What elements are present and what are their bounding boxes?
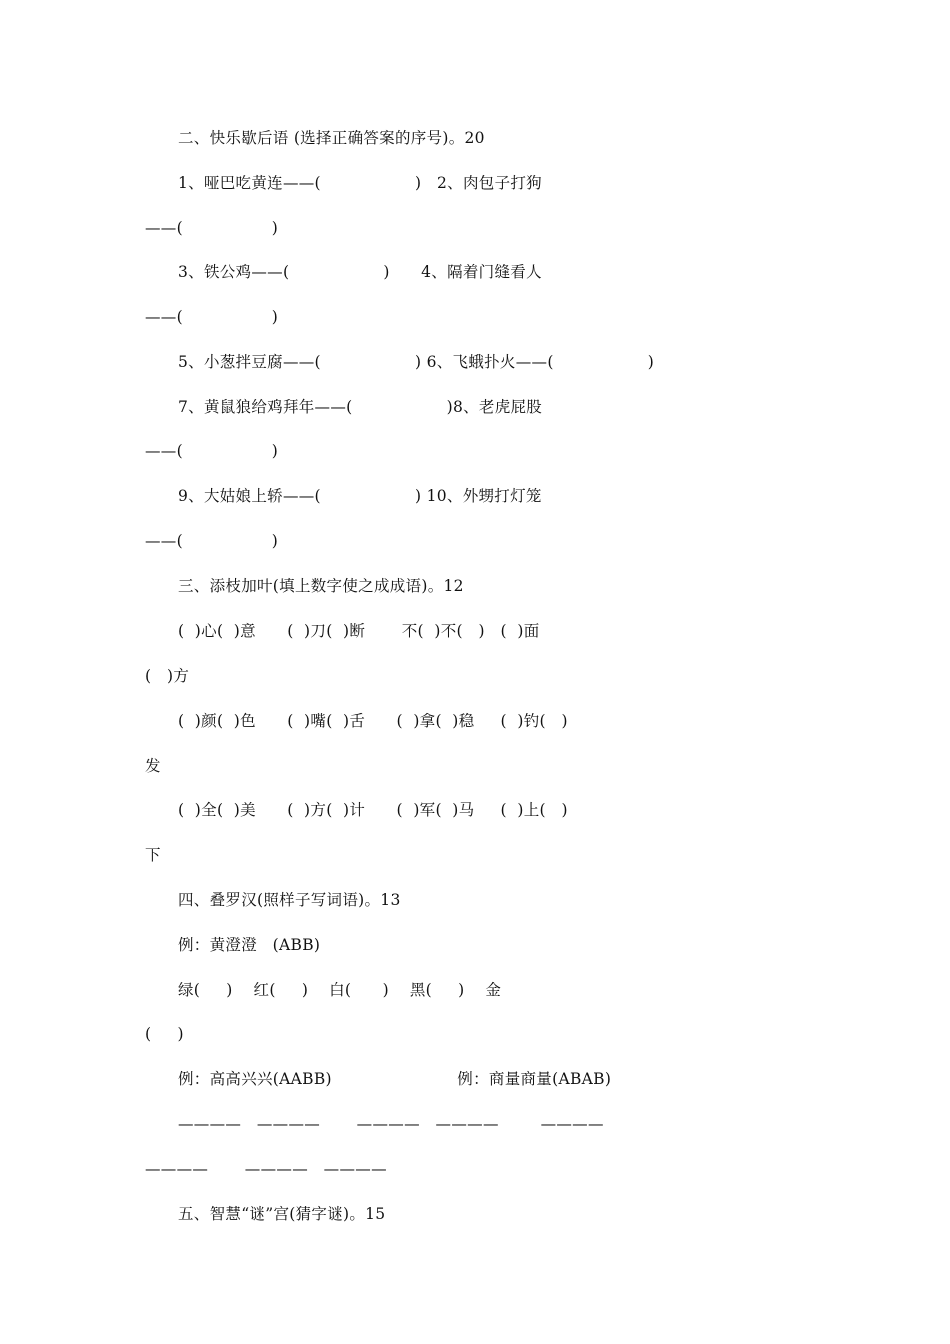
blank-lines-row-2: ———— ———— ———— xyxy=(145,1160,387,1178)
xiehouyu-line-5-6: 5、小葱拌豆腐——( ) 6、飞蛾扑火——( ) xyxy=(178,353,655,371)
xiehouyu-line-1-2: 1、哑巴吃黄连——( ) 2、肉包子打狗 xyxy=(178,174,542,192)
answer-blank-8: ——( ) xyxy=(145,442,279,460)
xiehouyu-line-9-10: 9、大姑娘上轿——( ) 10、外甥打灯笼 xyxy=(178,487,542,505)
section-2-heading: 二、快乐歇后语 (选择正确答案的序号)。20 xyxy=(178,129,485,147)
section-4-heading: 四、叠罗汉(照样子写词语)。13 xyxy=(178,891,401,909)
xiehouyu-line-3-4: 3、铁公鸡——( ) 4、隔着门缝看人 xyxy=(178,263,542,281)
xiehouyu-line-7-8: 7、黄鼠狼给鸡拜年——( )8、老虎屁股 xyxy=(178,398,543,416)
idiom-row-1-wrap: ( )方 xyxy=(145,667,190,685)
idiom-row-3-wrap: 下 xyxy=(145,846,161,864)
idiom-row-3: ( )全( )美 ( )方( )计 ( )军( )马 ( )上( ) xyxy=(178,801,568,819)
idiom-row-2-wrap: 发 xyxy=(145,757,161,775)
answer-blank-2: ——( ) xyxy=(145,219,279,237)
idiom-row-1: ( )心( )意 ( )刀( )断 不( )不( ) ( )面 xyxy=(178,622,540,640)
section-5-heading: 五、智慧“谜”宫(猜字谜)。15 xyxy=(178,1205,386,1223)
section-3-heading: 三、添枝加叶(填上数字使之成成语)。12 xyxy=(178,577,464,595)
blank-lines-row-1: ———— ———— ———— ———— ———— xyxy=(178,1115,604,1133)
color-word-row: 绿( ) 红( ) 白( ) 黑( ) 金 xyxy=(178,981,502,999)
answer-blank-10: ——( ) xyxy=(145,532,279,550)
answer-blank-4: ——( ) xyxy=(145,308,279,326)
idiom-row-2: ( )颜( )色 ( )嘴( )舌 ( )拿( )稳 ( )钓( ) xyxy=(178,712,568,730)
example-aabb-abab: 例：高高兴兴(AABB) 例：商量商量(ABAB) xyxy=(178,1070,612,1088)
color-word-row-wrap: ( ) xyxy=(145,1025,184,1043)
example-abb: 例：黄澄澄 (ABB) xyxy=(178,936,321,954)
